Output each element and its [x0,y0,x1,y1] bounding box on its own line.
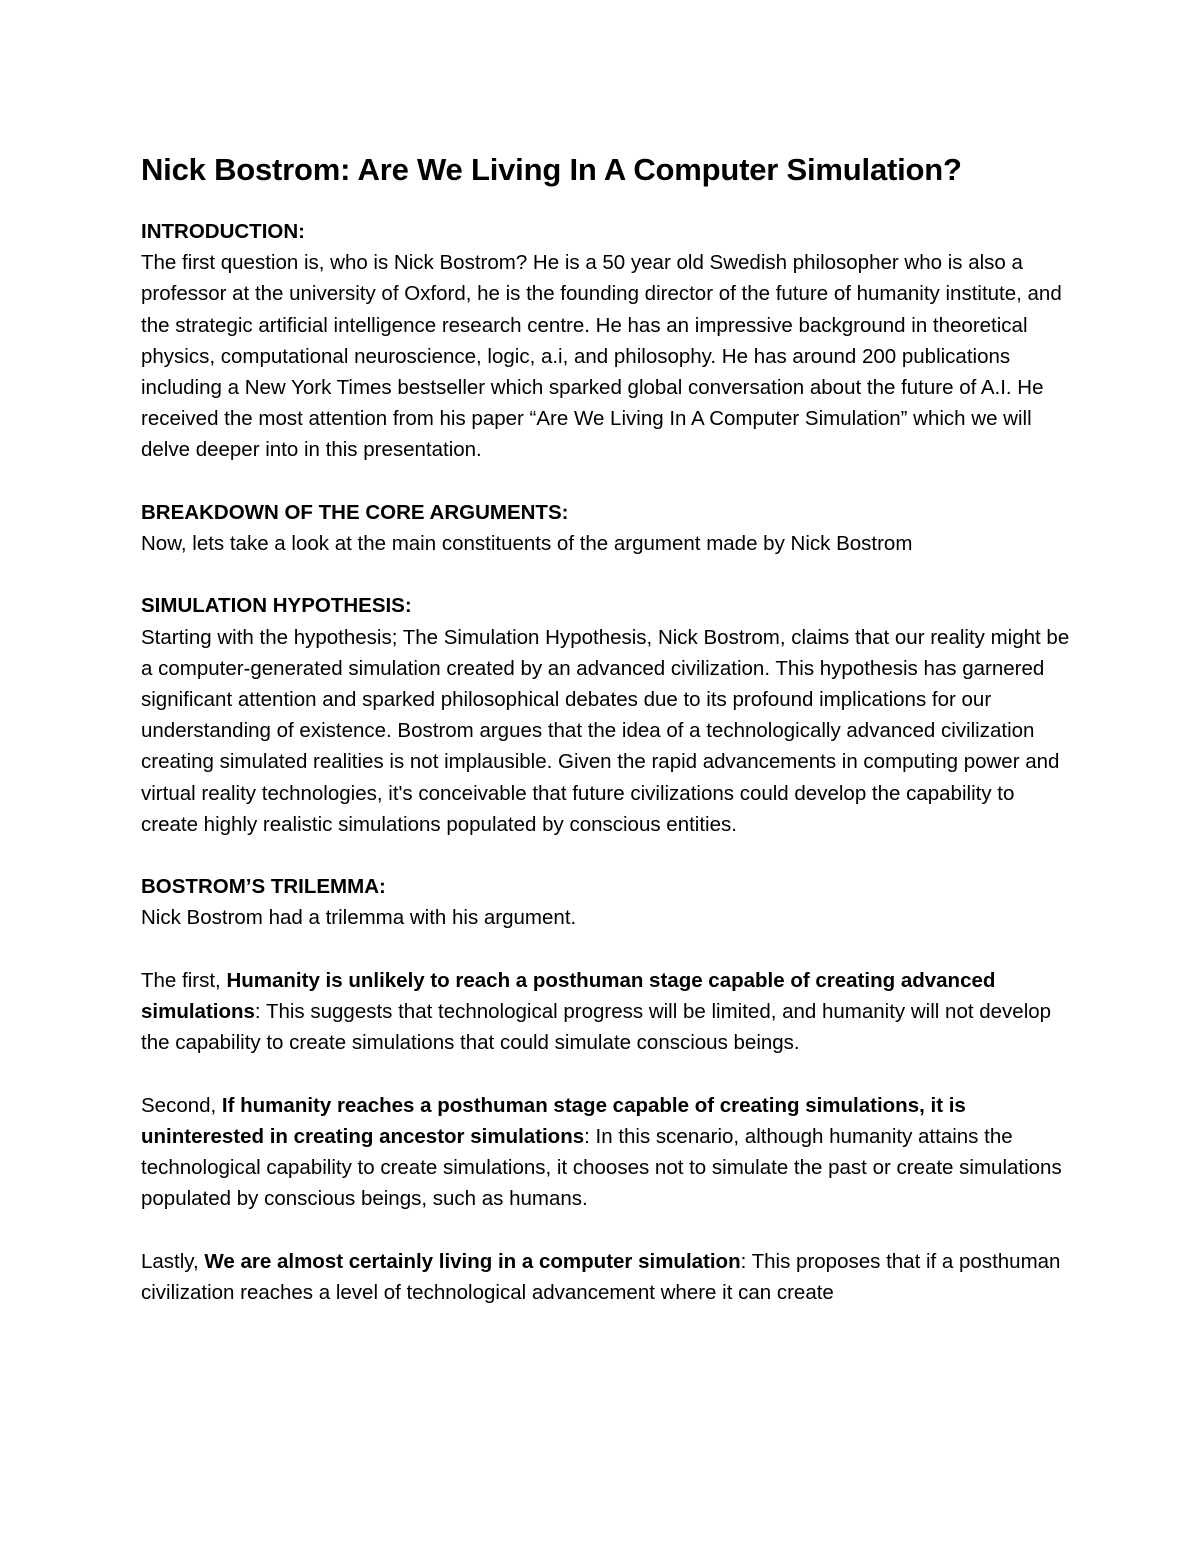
trilemma-heading: BOSTROM’S TRILEMMA: [141,875,386,899]
trilemma-second-paragraph [141,1090,1071,1215]
trilemma-first-bold: Humanity is unlikely to reach a posthuman stage capable of creating advanced simulations [141,968,996,1024]
introduction-body: The first question is, who is Nick Bostrom? He is a 50 year old Swedish philosopher who is also a professor at the university of Oxford, he is the founding director of the future of humanity institute, and the strategic artificial intelligence research centre. He has an impressive background in theoretical physics, computational neuroscience, logic, a.i, and philosophy. He has around 200 publications including a New York Times bestseller which sparked global conversation about the future of A.I. He received the most attention from his paper “Are We Living In A Computer Simulation” which we will delve deeper into in this presentation. [141,251,1062,462]
trilemma-second-rest: : In this scenario, although humanity attains the technological capability to create simulations, it chooses not to simulate the past or create simulations populated by conscious beings, such as humans. [141,1124,1062,1211]
trilemma-third-bold: We are almost certainly living in a computer simulation [204,1249,741,1273]
trilemma-section [141,871,1071,933]
hypothesis-section [141,590,1071,840]
breakdown-heading: BREAKDOWN OF THE CORE ARGUMENTS: [141,500,569,524]
trilemma-first-lead: The first, [141,968,227,992]
trilemma-first-paragraph [141,965,1071,1059]
trilemma-third-lead: Lastly, [141,1249,205,1273]
introduction-section [141,216,1071,466]
trilemma-first-rest: : This suggests that technological progress will be limited, and humanity will not develop the capability to create simulations that could simulate conscious beings. [141,1000,1052,1055]
trilemma-second-lead: Second, [141,1093,222,1117]
introduction-heading: INTRODUCTION: [141,220,305,243]
trilemma-third-paragraph [141,1246,1071,1308]
breakdown-section [141,497,1071,559]
trilemma-third-rest: : This proposes that if a posthuman civilization reaches a level of technological advancement where it can create [141,1249,1061,1304]
trilemma-body: Nick Bostrom had a trilemma with his argument. [141,906,577,930]
breakdown-body: Now, lets take a look at the main constituents of the argument made by Nick Bostrom [141,532,913,556]
trilemma-second-bold: If humanity reaches a posthuman stage capable of creating simulations, it is uninterested in creating ancestor simulations [141,1093,966,1148]
hypothesis-body: Starting with the hypothesis; The Simulation Hypothesis, Nick Bostrom, claims that our reality might be a computer-generated simulation created by an advanced civilization. This hypothesis has garnered significant attention and sparked philosophical debates due to its profound implications for our understanding of existence. Bostrom argues that the idea of a technologically advanced civilization creating simulated realities is not implausible. Given the rapid advancements in computing power and virtual reality technologies, it's conceivable that future civilizations could develop the capability to create highly realistic simulations populated by conscious entities. [141,625,1070,836]
document-content [141,148,1071,1339]
hypothesis-heading: SIMULATION HYPOTHESIS: [141,594,412,618]
document-title: Nick Bostrom: Are We Living In A Computer Simulation? [141,152,962,187]
